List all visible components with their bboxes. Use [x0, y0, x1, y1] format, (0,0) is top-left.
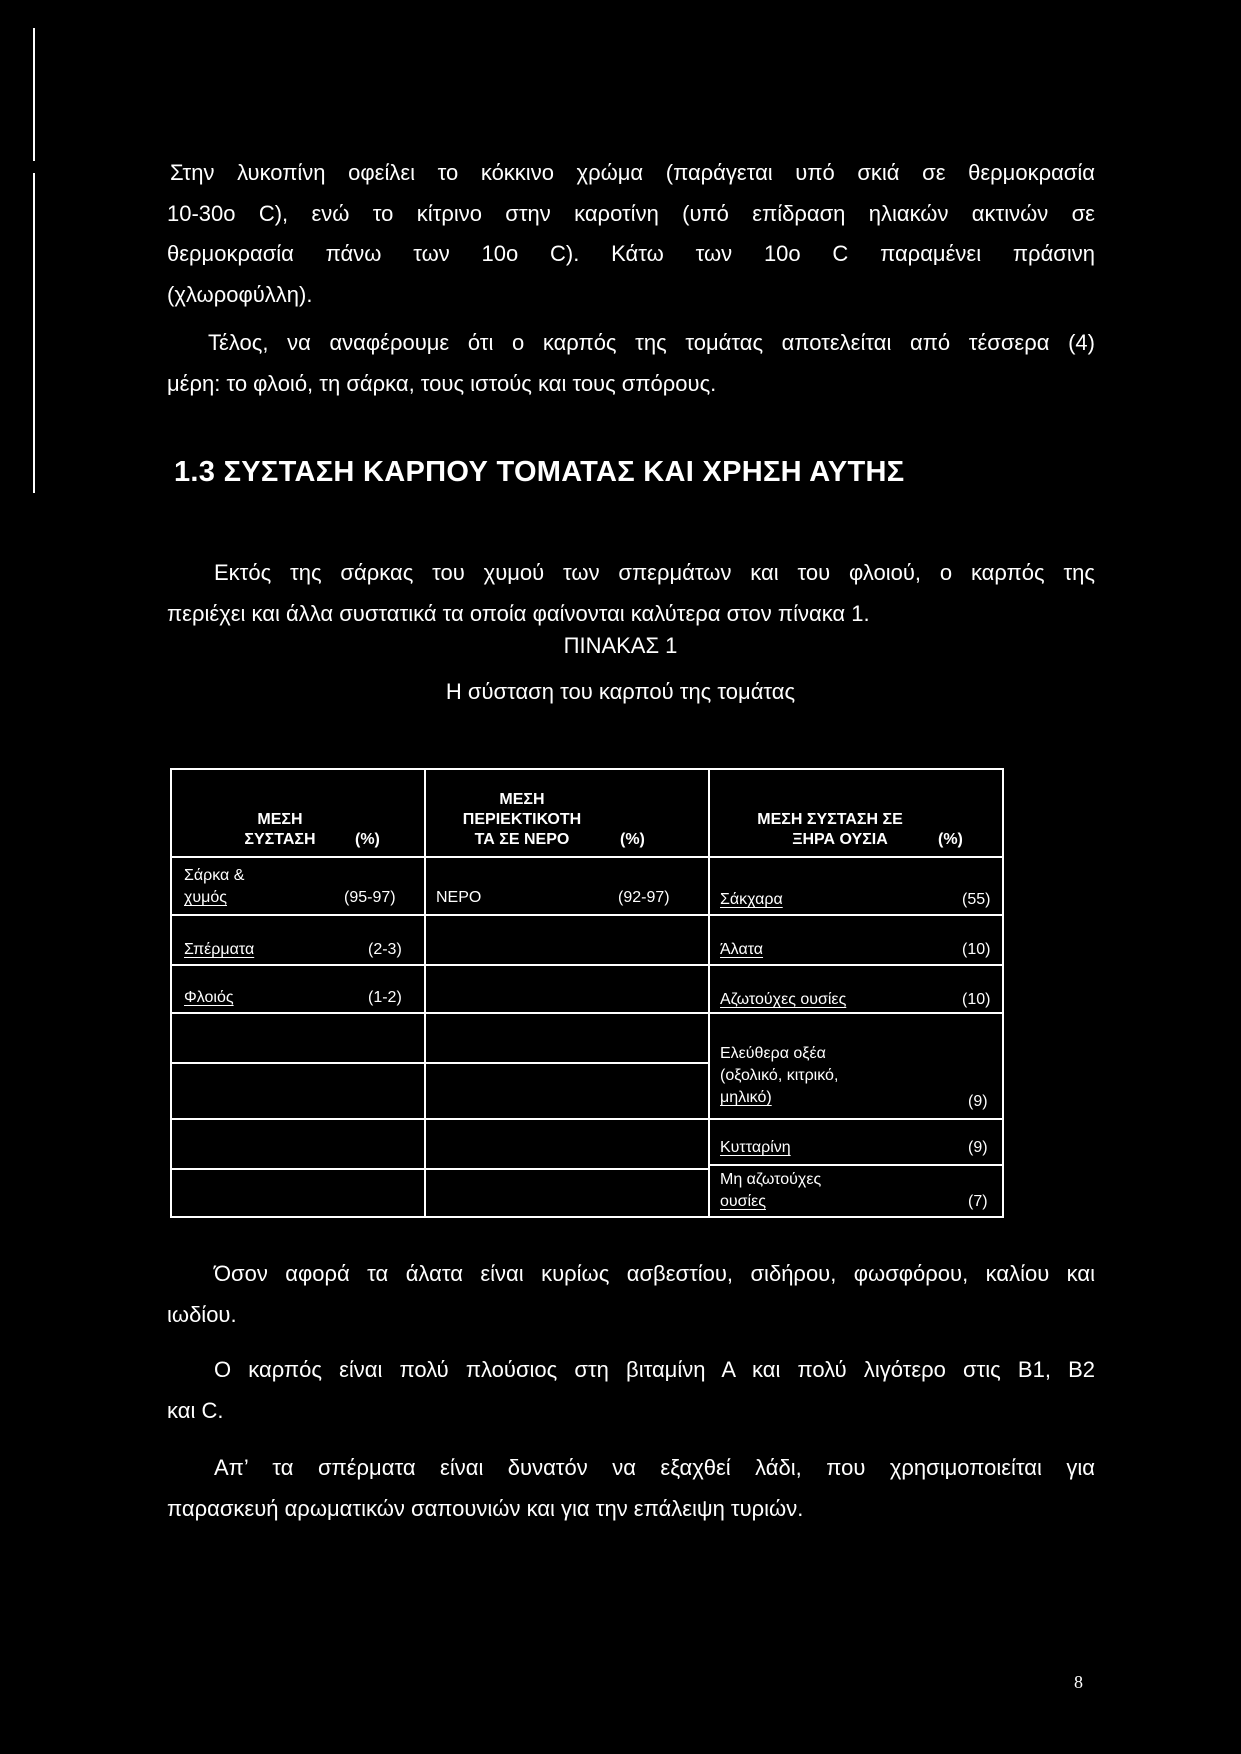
text-line: 10-30ο C), ενώ το κίτρινο στην καροτίνη (υπό επίδραση ηλιακών ακτινών σε	[167, 200, 1095, 226]
table-row-divider	[170, 1062, 710, 1064]
table-border-left	[170, 768, 172, 1218]
row-spermata-value: (2-3)	[368, 941, 402, 958]
text-line: ιωδίου.	[167, 1301, 237, 1327]
row-floios-value: (1-2)	[368, 989, 402, 1006]
row-mi-azotouxes-name-line1: Μη αζωτούχες	[720, 1171, 822, 1188]
row-sarka-name-line2: χυμός	[184, 889, 227, 906]
row-alata-value: (10)	[962, 941, 991, 958]
text-line: παρασκευή αρωματικών σαπουνιών και για την επάλειψη τυριών.	[167, 1495, 804, 1521]
header-col3-line1: ΜΕΣΗ ΣΥΣΤΑΣΗ ΣΕ	[757, 811, 903, 828]
header-col1-line1: ΜΕΣΗ	[257, 811, 303, 828]
table-row-divider	[710, 1164, 1004, 1166]
section-heading: 1.3 ΣΥΣΤΑΣΗ ΚΑΡΠΟΥ ΤΟΜΑΤΑΣ ΚΑΙ ΧΡΗΣΗ ΑΥΤΗΣ	[174, 456, 905, 488]
seeds-oil-paragraph	[167, 1448, 1095, 1529]
left-edge-line-top	[33, 28, 35, 161]
row-oksea-name-line2: (οξολικό, κιτρικό,	[720, 1067, 839, 1084]
table-row-divider	[170, 1012, 1004, 1014]
row-oksea-value: (9)	[968, 1093, 988, 1110]
text-line: Εκτός της σάρκας του χυμού των σπερμάτων και του φλοιού, ο καρπός της	[214, 560, 1095, 585]
row-sakxara-name: Σάκχαρα	[720, 891, 783, 908]
header-col2-line3: ΤΑ ΣΕ ΝΕΡΟ	[474, 831, 570, 848]
text-line: θερμοκρασία πάνω των 10ο C). Κάτω των 10ο C παραμένει πράσινη	[167, 241, 1095, 266]
header-col3-line2: ΞΗΡΑ ΟΥΣΙΑ	[792, 831, 888, 848]
text-line: Στην λυκοπίνη οφείλει το κόκκινο χρώμα (παράγεται υπό σκιά σε θερμοκρασία	[170, 160, 1095, 185]
text-line: Όσον αφορά τα άλατα είναι κυρίως ασβεστίου, σιδήρου, φωσφόρου, καλίου και	[214, 1261, 1095, 1286]
header-col2-unit: (%)	[620, 831, 645, 848]
header-col1-line2: ΣΥΣΤΑΣΗ	[244, 831, 316, 848]
header-col2-line2: ΠΕΡΙΕΚΤΙΚΟΤΗ	[462, 811, 582, 828]
header-col1-unit: (%)	[355, 831, 380, 848]
text-line: περιέχει και άλλα συστατικά τα οποία φαίνονται καλύτερα στον πίνακα 1.	[167, 600, 870, 626]
table-border-right	[1002, 768, 1004, 1218]
table-caption-title: Η σύσταση του καρπού της τομάτας	[445, 679, 796, 704]
row-mi-azotouxes-value: (7)	[968, 1193, 988, 1210]
row-sarka-name-line1: Σάρκα &	[184, 867, 245, 884]
intro-paragraph	[167, 553, 1095, 634]
vitamins-paragraph	[167, 1350, 1095, 1431]
row-kyttarini-value: (9)	[968, 1139, 988, 1156]
table-row-divider	[170, 1168, 710, 1170]
left-edge-line-bottom	[33, 173, 35, 493]
table-border-bottom	[170, 1216, 1004, 1218]
row-nero-name: ΝΕΡΟ	[436, 889, 482, 906]
table-row-divider	[170, 964, 1004, 966]
row-alata-name: Άλατα	[720, 941, 764, 958]
header-col3-unit: (%)	[938, 831, 963, 848]
row-azotouxes-value: (10)	[962, 991, 991, 1008]
row-oksea-name-line3: μηλικό)	[720, 1089, 772, 1106]
row-nero-value: (92-97)	[618, 889, 670, 906]
row-mi-azotouxes-name-line2: ουσίες	[720, 1193, 766, 1210]
text-line: Απ’ τα σπέρματα είναι δυνατόν να εξαχθεί λάδι, που χρησιμοποιείται για	[214, 1455, 1095, 1480]
text-line: Ο καρπός είναι πολύ πλούσιος στη βιταμίνη Α και πολύ λιγότερο στις Β1, Β2	[214, 1357, 1095, 1382]
salts-paragraph	[167, 1254, 1095, 1335]
composition-table	[170, 768, 1004, 1218]
table-caption-number: ΠΙΝΑΚΑΣ 1	[563, 633, 678, 658]
row-floios-name: Φλοιός	[184, 989, 234, 1006]
row-sakxara-value: (55)	[962, 891, 991, 908]
table-row-divider	[170, 856, 1004, 858]
row-kyttarini-name: Κυτταρίνη	[720, 1139, 791, 1156]
row-oksea-name-line1: Ελεύθερα οξέα	[720, 1045, 826, 1062]
row-sarka-value: (95-97)	[344, 889, 396, 906]
table-row-divider	[170, 1118, 1004, 1120]
table-column-divider	[424, 768, 426, 1218]
text-line: μέρη: το φλοιό, τη σάρκα, τους ιστούς και τους σπόρους.	[167, 370, 717, 396]
lycopene-paragraph	[167, 153, 1095, 315]
row-azotouxes-name: Αζωτούχες ουσίες	[720, 991, 847, 1008]
text-line: (χλωροφύλλη).	[167, 281, 313, 307]
fruit-parts-paragraph	[167, 323, 1095, 404]
text-line: Τέλος, να αναφέρουμε ότι ο καρπός της τομάτας αποτελείται από τέσσερα (4)	[208, 330, 1095, 355]
table-row-divider	[170, 914, 1004, 916]
text-line: και C.	[167, 1397, 224, 1423]
row-spermata-name: Σπέρματα	[184, 941, 255, 958]
page-number: 8	[1074, 1672, 1083, 1692]
table-border-top	[170, 768, 1004, 770]
table-column-divider	[708, 768, 710, 1218]
header-col2-line1: ΜΕΣΗ	[499, 791, 545, 808]
